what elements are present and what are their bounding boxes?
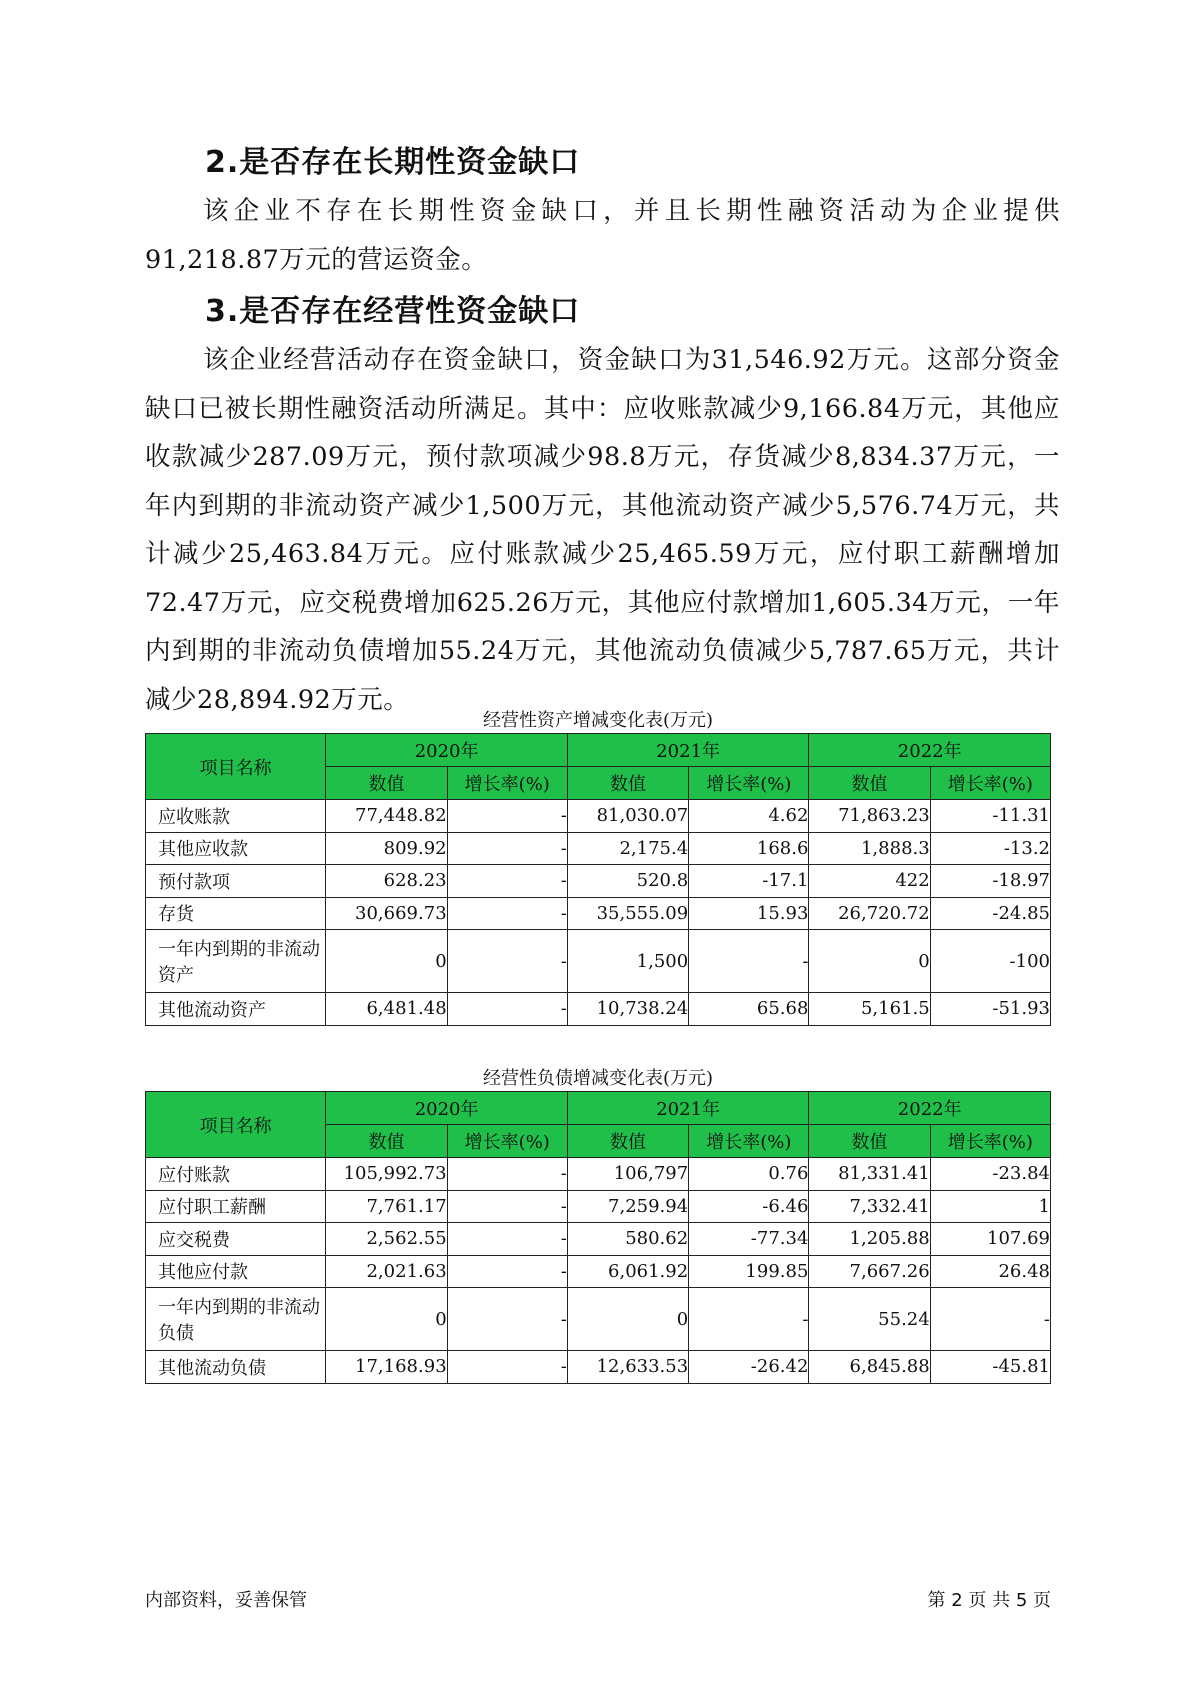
- cell-growth: -24.85: [930, 897, 1050, 930]
- cell-value: 520.8: [567, 865, 688, 898]
- cell-growth: 168.6: [689, 832, 809, 865]
- row-item-name: 一年内到期的非流动负债: [146, 1288, 326, 1351]
- cell-value: 6,845.88: [809, 1351, 930, 1384]
- cell-value: 2,175.4: [567, 832, 688, 865]
- cell-value: 10,738.24: [567, 993, 688, 1026]
- header-item-name: 项目名称: [146, 1092, 326, 1158]
- cell-growth: 199.85: [689, 1255, 809, 1288]
- cell-growth: -6.46: [689, 1190, 809, 1223]
- cell-growth: -23.84: [930, 1158, 1050, 1191]
- row-item-name: 应付账款: [146, 1158, 326, 1191]
- cell-value: 12,633.53: [567, 1351, 688, 1384]
- header-year: 2022年: [809, 734, 1051, 767]
- cell-value: 5,161.5: [809, 993, 930, 1026]
- cell-value: 106,797: [567, 1158, 688, 1191]
- cell-growth: -26.42: [689, 1351, 809, 1384]
- cell-value: 7,259.94: [567, 1190, 688, 1223]
- row-item-name: 预付款项: [146, 865, 326, 898]
- row-item-name: 一年内到期的非流动资产: [146, 930, 326, 993]
- cell-growth: -: [689, 930, 809, 993]
- header-growth: 增长率(%): [447, 1125, 567, 1158]
- row-item-name: 应收账款: [146, 800, 326, 833]
- cell-growth: -: [689, 1288, 809, 1351]
- assets-table-caption: 经营性资产增减变化表(万元): [482, 710, 714, 731]
- table-row: [146, 865, 1051, 898]
- section-heading-long-term-gap: 2.是否存在长期性资金缺口: [205, 145, 581, 180]
- row-item-name: 存货: [146, 897, 326, 930]
- cell-value: 7,667.26: [809, 1255, 930, 1288]
- header-value: 数值: [567, 767, 688, 800]
- header-value: 数值: [809, 767, 930, 800]
- cell-value: 422: [809, 865, 930, 898]
- cell-growth: -: [447, 1223, 567, 1256]
- row-item-name: 应交税费: [146, 1223, 326, 1256]
- header-year: 2021年: [567, 734, 809, 767]
- header-growth: 增长率(%): [930, 767, 1050, 800]
- cell-growth: 65.68: [689, 993, 809, 1026]
- header-growth: 增长率(%): [930, 1125, 1050, 1158]
- header-item-name: 项目名称: [146, 734, 326, 800]
- cell-growth: -: [447, 1351, 567, 1384]
- cell-growth: -: [447, 832, 567, 865]
- cell-value: 2,562.55: [326, 1223, 447, 1256]
- row-item-name: 其他应付款: [146, 1255, 326, 1288]
- header-value: 数值: [326, 767, 447, 800]
- cell-growth: -: [447, 1255, 567, 1288]
- row-item-name: 应付职工薪酬: [146, 1190, 326, 1223]
- cell-value: 1,888.3: [809, 832, 930, 865]
- table-row: [146, 1190, 1051, 1223]
- cell-value: 0: [809, 930, 930, 993]
- cell-value: 77,448.82: [326, 800, 447, 833]
- cell-growth: 26.48: [930, 1255, 1050, 1288]
- cell-value: 35,555.09: [567, 897, 688, 930]
- section-heading-operating-gap: 3.是否存在经营性资金缺口: [205, 294, 581, 329]
- header-value: 数值: [809, 1125, 930, 1158]
- table-row: [146, 832, 1051, 865]
- table-row: [146, 800, 1051, 833]
- header-growth: 增长率(%): [689, 1125, 809, 1158]
- paragraph-operating-gap: 该企业经营活动存在资金缺口，资金缺口为31,546.92万元。这部分资金缺口已被长期性融资活动所满足。其中：应收账款减少9,166.84万元，其他应收款减少287.09万元，预付款项减少98.8万元，存货减少8,834.37万元，一年内到期的非流动资产减少1,500万元，其他流动资产减少5,576.74万元，共计减少25,463.84万元。应付账款减少25,465.59万元，应付职工薪酬增加72.47万元，应交税费增加625.26万元，其他应付款增加1,605.34万元，一年内到期的非流动负债增加55.24万元，其他流动负债减少5,787.65万元，共计减少28,894.92万元。: [145, 345, 1060, 715]
- operating-assets-table: [145, 733, 1051, 1026]
- cell-growth: 4.62: [689, 800, 809, 833]
- cell-growth: -: [447, 865, 567, 898]
- row-item-name: 其他应收款: [146, 832, 326, 865]
- cell-value: 71,863.23: [809, 800, 930, 833]
- cell-value: 17,168.93: [326, 1351, 447, 1384]
- cell-growth: -11.31: [930, 800, 1050, 833]
- cell-value: 1,500: [567, 930, 688, 993]
- cell-value: 1,205.88: [809, 1223, 930, 1256]
- row-item-name: 其他流动负债: [146, 1351, 326, 1384]
- cell-growth: 1: [930, 1190, 1050, 1223]
- cell-value: 55.24: [809, 1288, 930, 1351]
- table-row: [146, 993, 1051, 1026]
- paragraph-long-term-gap: 该企业不存在长期性资金缺口，并且长期性融资活动为企业提供91,218.87万元的营运资金。: [145, 196, 1060, 275]
- cell-growth: -: [447, 1190, 567, 1223]
- header-year: 2020年: [326, 734, 568, 767]
- cell-growth: -51.93: [930, 993, 1050, 1026]
- cell-value: 81,030.07: [567, 800, 688, 833]
- cell-value: 2,021.63: [326, 1255, 447, 1288]
- cell-growth: -: [447, 930, 567, 993]
- cell-value: 7,332.41: [809, 1190, 930, 1223]
- header-year: 2022年: [809, 1092, 1051, 1125]
- cell-growth: -: [447, 993, 567, 1026]
- header-year: 2021年: [567, 1092, 809, 1125]
- cell-growth: -13.2: [930, 832, 1050, 865]
- cell-value: 628.23: [326, 865, 447, 898]
- cell-growth: -: [447, 1158, 567, 1191]
- footer-page-number: 第 2 页 共 5 页: [927, 1590, 1051, 1611]
- cell-value: 81,331.41: [809, 1158, 930, 1191]
- cell-growth: -18.97: [930, 865, 1050, 898]
- cell-value: 0: [326, 1288, 447, 1351]
- table-row: [146, 1351, 1051, 1384]
- table-row: [146, 897, 1051, 930]
- cell-value: 0: [567, 1288, 688, 1351]
- row-item-name: 其他流动资产: [146, 993, 326, 1026]
- cell-growth: -: [930, 1288, 1050, 1351]
- cell-growth: -17.1: [689, 865, 809, 898]
- table-row: [146, 1255, 1051, 1288]
- cell-value: 6,481.48: [326, 993, 447, 1026]
- cell-value: 105,992.73: [326, 1158, 447, 1191]
- cell-growth: 0.76: [689, 1158, 809, 1191]
- cell-growth: -77.34: [689, 1223, 809, 1256]
- cell-growth: -45.81: [930, 1351, 1050, 1384]
- cell-value: 809.92: [326, 832, 447, 865]
- table-row: [146, 930, 1051, 993]
- cell-growth: -: [447, 897, 567, 930]
- cell-value: 26,720.72: [809, 897, 930, 930]
- cell-value: 0: [326, 930, 447, 993]
- cell-growth: 107.69: [930, 1223, 1050, 1256]
- cell-growth: -100: [930, 930, 1050, 993]
- footer-confidential-note: 内部资料，妥善保管: [145, 1590, 307, 1611]
- cell-value: 30,669.73: [326, 897, 447, 930]
- cell-growth: 15.93: [689, 897, 809, 930]
- cell-growth: -: [447, 1288, 567, 1351]
- header-value: 数值: [326, 1125, 447, 1158]
- cell-value: 580.62: [567, 1223, 688, 1256]
- cell-value: 6,061.92: [567, 1255, 688, 1288]
- table-row: [146, 1288, 1051, 1351]
- operating-liabilities-table: [145, 1091, 1051, 1384]
- header-growth: 增长率(%): [447, 767, 567, 800]
- liabilities-table-caption: 经营性负债增减变化表(万元): [482, 1068, 714, 1089]
- header-growth: 增长率(%): [689, 767, 809, 800]
- header-value: 数值: [567, 1125, 688, 1158]
- cell-value: 7,761.17: [326, 1190, 447, 1223]
- cell-growth: -: [447, 800, 567, 833]
- table-row: [146, 1158, 1051, 1191]
- header-year: 2020年: [326, 1092, 568, 1125]
- table-row: [146, 1223, 1051, 1256]
